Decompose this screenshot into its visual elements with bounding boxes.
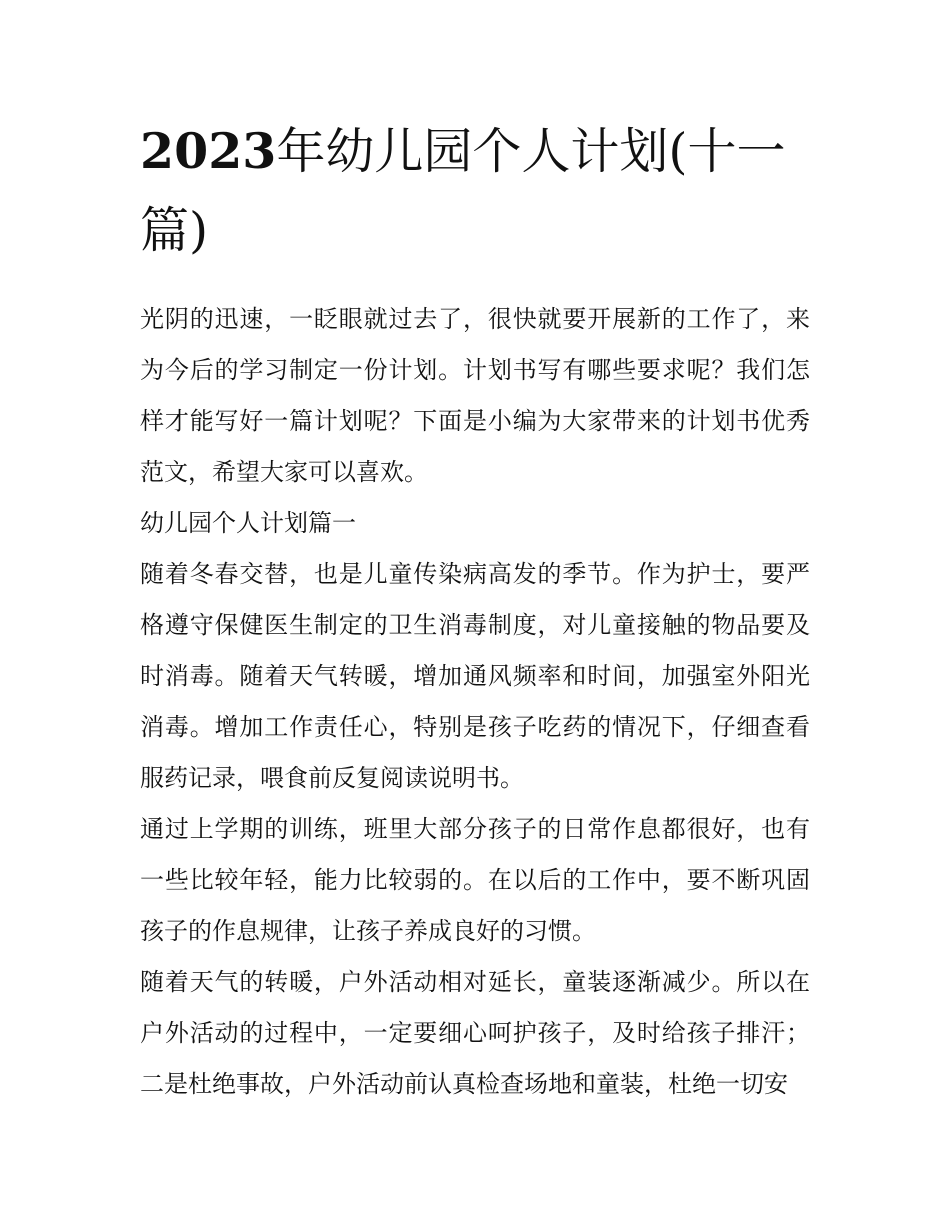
body-paragraph-1: 随着冬春交替，也是儿童传染病高发的季节。作为护士，要严格遵守保健医生制定的卫生消毒制度，对儿童接触的物品要及时消毒。随着天气转暖，增加通风频率和时间，加强室外阳光消毒。增加工作责任心，特别是孩子吃药的情况下，仔细查看服药记录，喂食前反复阅读说明书。	[140, 560, 810, 792]
title-year: 2023	[140, 122, 277, 180]
title-text: 年幼儿园个人计划(十一篇)	[140, 123, 786, 259]
body-paragraph-3: 随着天气的转暖，户外活动相对延长，童装逐渐减少。所以在户外活动的过程中，一定要细心呵护孩子，及时给孩子排汗；二是杜绝事故，户外活动前认真检查场地和童装，杜绝一切安	[140, 968, 810, 1098]
document-title	[140, 112, 810, 270]
section-heading: 幼儿园个人计划篇一	[140, 509, 356, 537]
body-paragraph-2: 通过上学期的训练，班里大部分孩子的日常作息都很好，也有一些比较年轻，能力比较弱的。在以后的工作中，要不断巩固孩子的作息规律，让孩子养成良好的习惯。	[140, 815, 810, 945]
intro-paragraph: 光阴的迅速，一眨眼就过去了，很快就要开展新的工作了，来为今后的学习制定一份计划。计划书写有哪些要求呢？我们怎样才能写好一篇计划呢？下面是小编为大家带来的计划书优秀范文，希望大家可以喜欢。	[140, 305, 810, 486]
